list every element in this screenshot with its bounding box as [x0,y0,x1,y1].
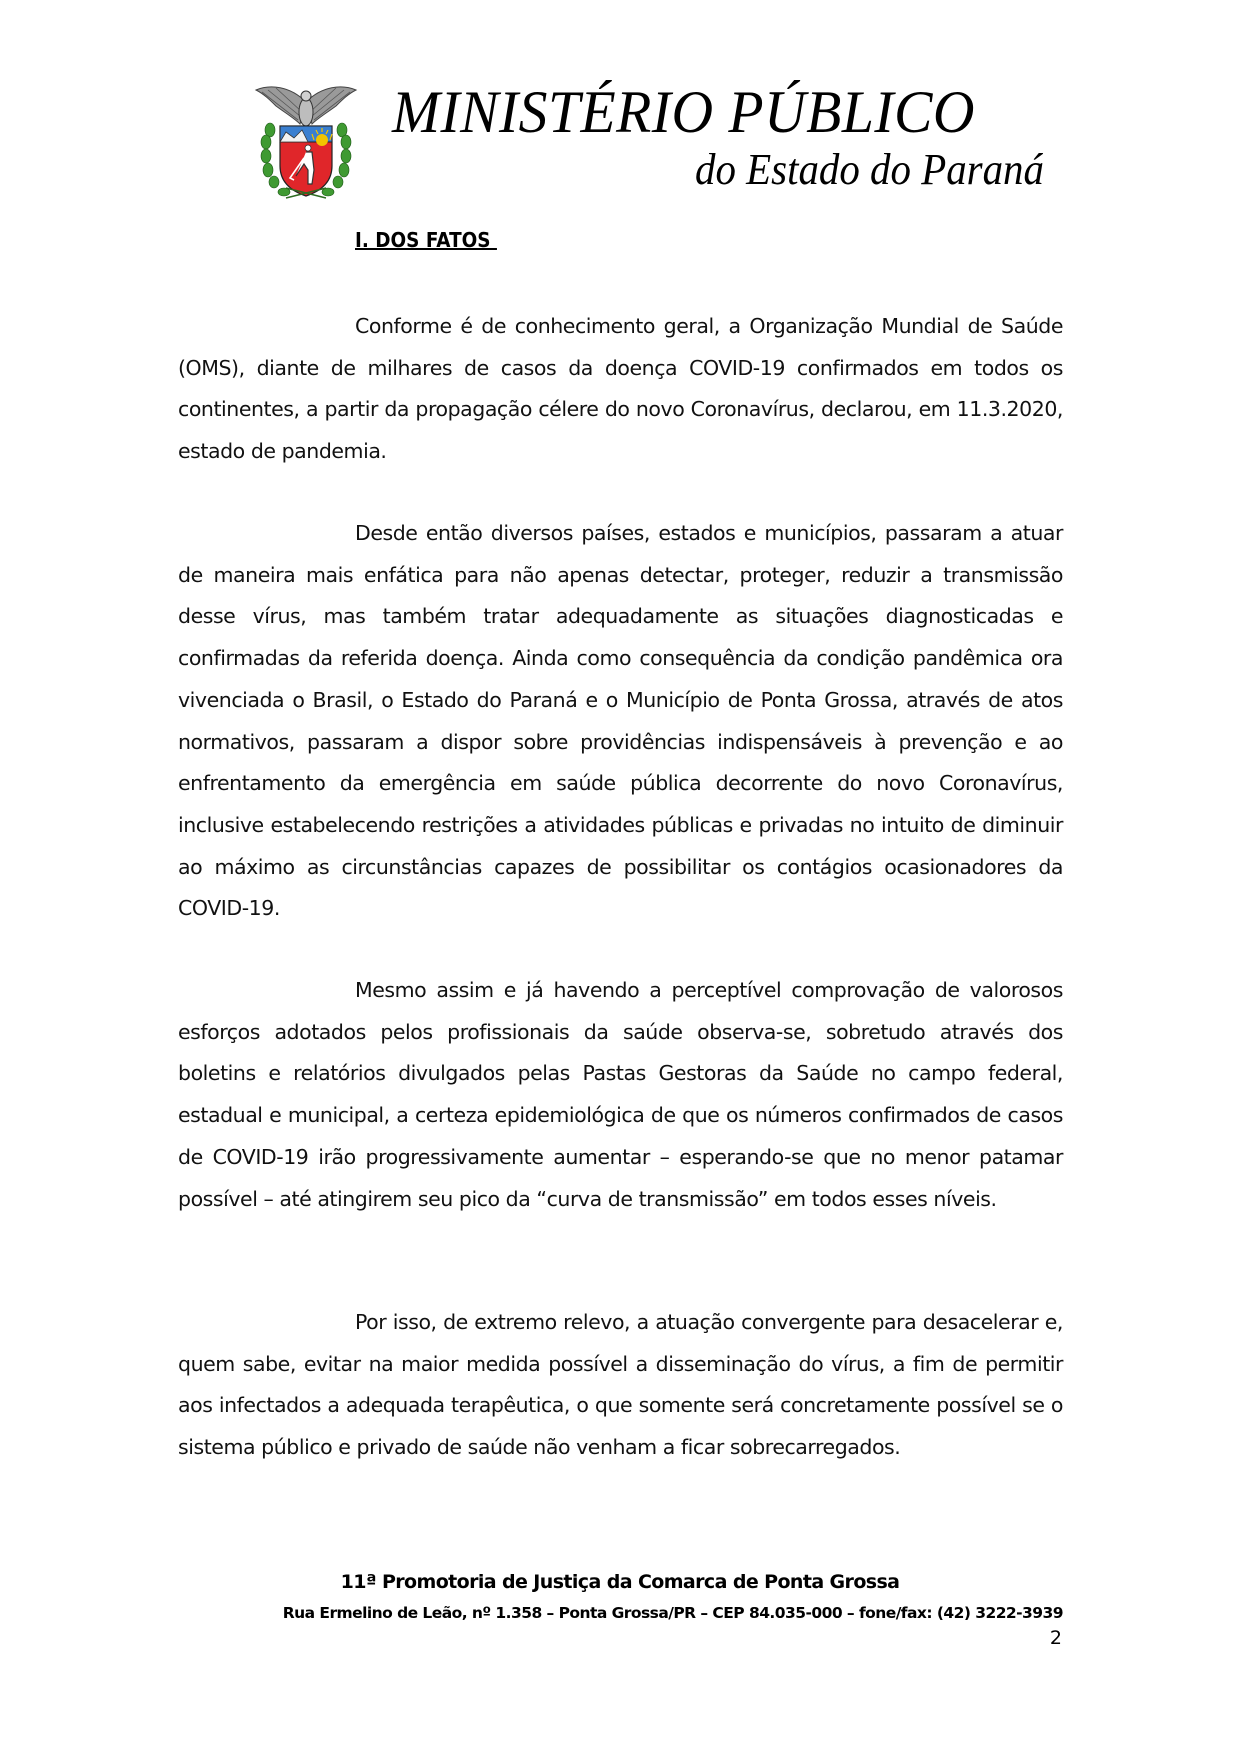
footer-office: 11ª Promotoria de Justiça da Comarca de Ponta Grossa [340,1571,900,1593]
parana-coat-of-arms-icon [250,80,362,202]
paragraph-text: Mesmo assim e já havendo a perceptível comprovação de valorosos esforços adotados pelos profissionais da saúde observa-se, sobretudo através dos boletins e relatórios divulgados pelas Pastas Gestoras da Saúde no campo federal, estadual e municipal, a certeza epidemiológica de que os números confirmados de casos de COVID-19 irão progressivamente aumentar – esperando-se que no menor patamar possível – até atingirem seu pico da “curva de transmissão” em todos esses níveis. [178,978,1063,1211]
paragraph-text: Conforme é de conhecimento geral, a Organização Mundial de Saúde (OMS), diante de milhares de casos da doença COVID-19 confirmados em todos os continentes, a partir da propagação célere do novo Coronavírus, declarou, em 11.3.2020, estado de pandemia. [178,314,1063,464]
header-title: MINISTÉRIO PÚBLICO [392,79,975,145]
header-subtitle: do Estado do Paraná [695,145,1044,194]
paragraph-3 [178,970,1063,1220]
paragraph-text: Desde então diversos países, estados e municípios, passaram a atuar de maneira mais enfática para não apenas detectar, proteger, reduzir a transmissão desse vírus, mas também tratar adequadamente as situações diagnosticadas e confirmadas da referida doença. Ainda como consequência da condição pandêmica ora vivenciada o Brasil, o Estado do Paraná e o Município de Ponta Grossa, através de atos normativos, passaram a dispor sobre providências indispensáveis à prevenção e ao enfrentamento da emergência em saúde pública decorrente do novo Coronavírus, inclusive estabelecendo restrições a atividades públicas e privadas no intuito de diminuir ao máximo as circunstâncias capazes de possibilitar os contágios ocasionadores da COVID-19. [178,521,1063,921]
paragraph-4 [178,1302,1063,1469]
paragraph-1 [178,306,1063,473]
page-number: 2 [1049,1627,1062,1649]
footer-address: Rua Ermelino de Leão, nº 1.358 – Ponta Grossa/PR – CEP 84.035-000 – fone/fax: (42) 3222-3939 [282,1604,1063,1622]
section-heading: I. DOS FATOS [355,228,497,252]
paragraph-2 [178,513,1063,930]
paragraph-text: Por isso, de extremo relevo, a atuação convergente para desacelerar e, quem sabe, evitar na maior medida possível a disseminação do vírus, a fim de permitir aos infectados a adequada terapêutica, o que somente será concretamente possível se o sistema público e privado de saúde não venham a ficar sobrecarregados. [178,1310,1063,1460]
